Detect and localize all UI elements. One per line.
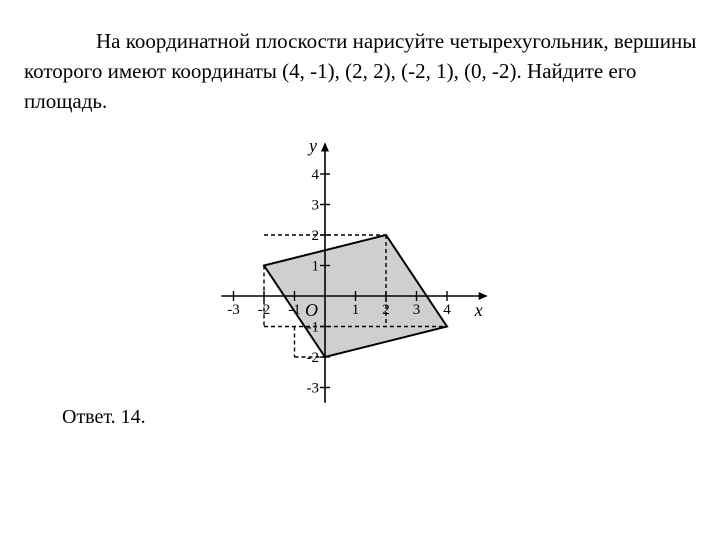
y-tick-label: 4	[311, 167, 319, 183]
y-tick-label: 2	[311, 228, 319, 244]
answer-text: Ответ. 14.	[62, 406, 146, 428]
y-tick-label: -1	[306, 319, 319, 336]
x-tick-label: 2	[382, 302, 390, 318]
x-axis-label: x	[474, 300, 483, 320]
y-tick-label: 3	[311, 197, 319, 214]
task-text	[24, 26, 704, 116]
origin-label: O	[305, 300, 318, 320]
y-tick-label: -2	[306, 350, 319, 366]
x-tick-label: 3	[412, 302, 421, 318]
y-tick-label: 1	[311, 258, 319, 275]
x-tick-label: -2	[257, 302, 271, 318]
y-axis-label: y	[309, 138, 317, 156]
x-tick-label: -3	[227, 302, 240, 318]
x-tick-label: 1	[351, 302, 360, 318]
task-statement: На координатной плоскости нарисуйте четырехугольник, вершины которого имеют координаты (4, -1), (2, 2), (-2, 1), (0, -2). Найдите его площадь.	[24, 29, 697, 113]
x-tick-label: 4	[443, 302, 451, 318]
x-tick-label: -1	[288, 302, 301, 318]
coordinate-plane	[210, 138, 500, 408]
y-tick-label: -3	[306, 380, 319, 397]
